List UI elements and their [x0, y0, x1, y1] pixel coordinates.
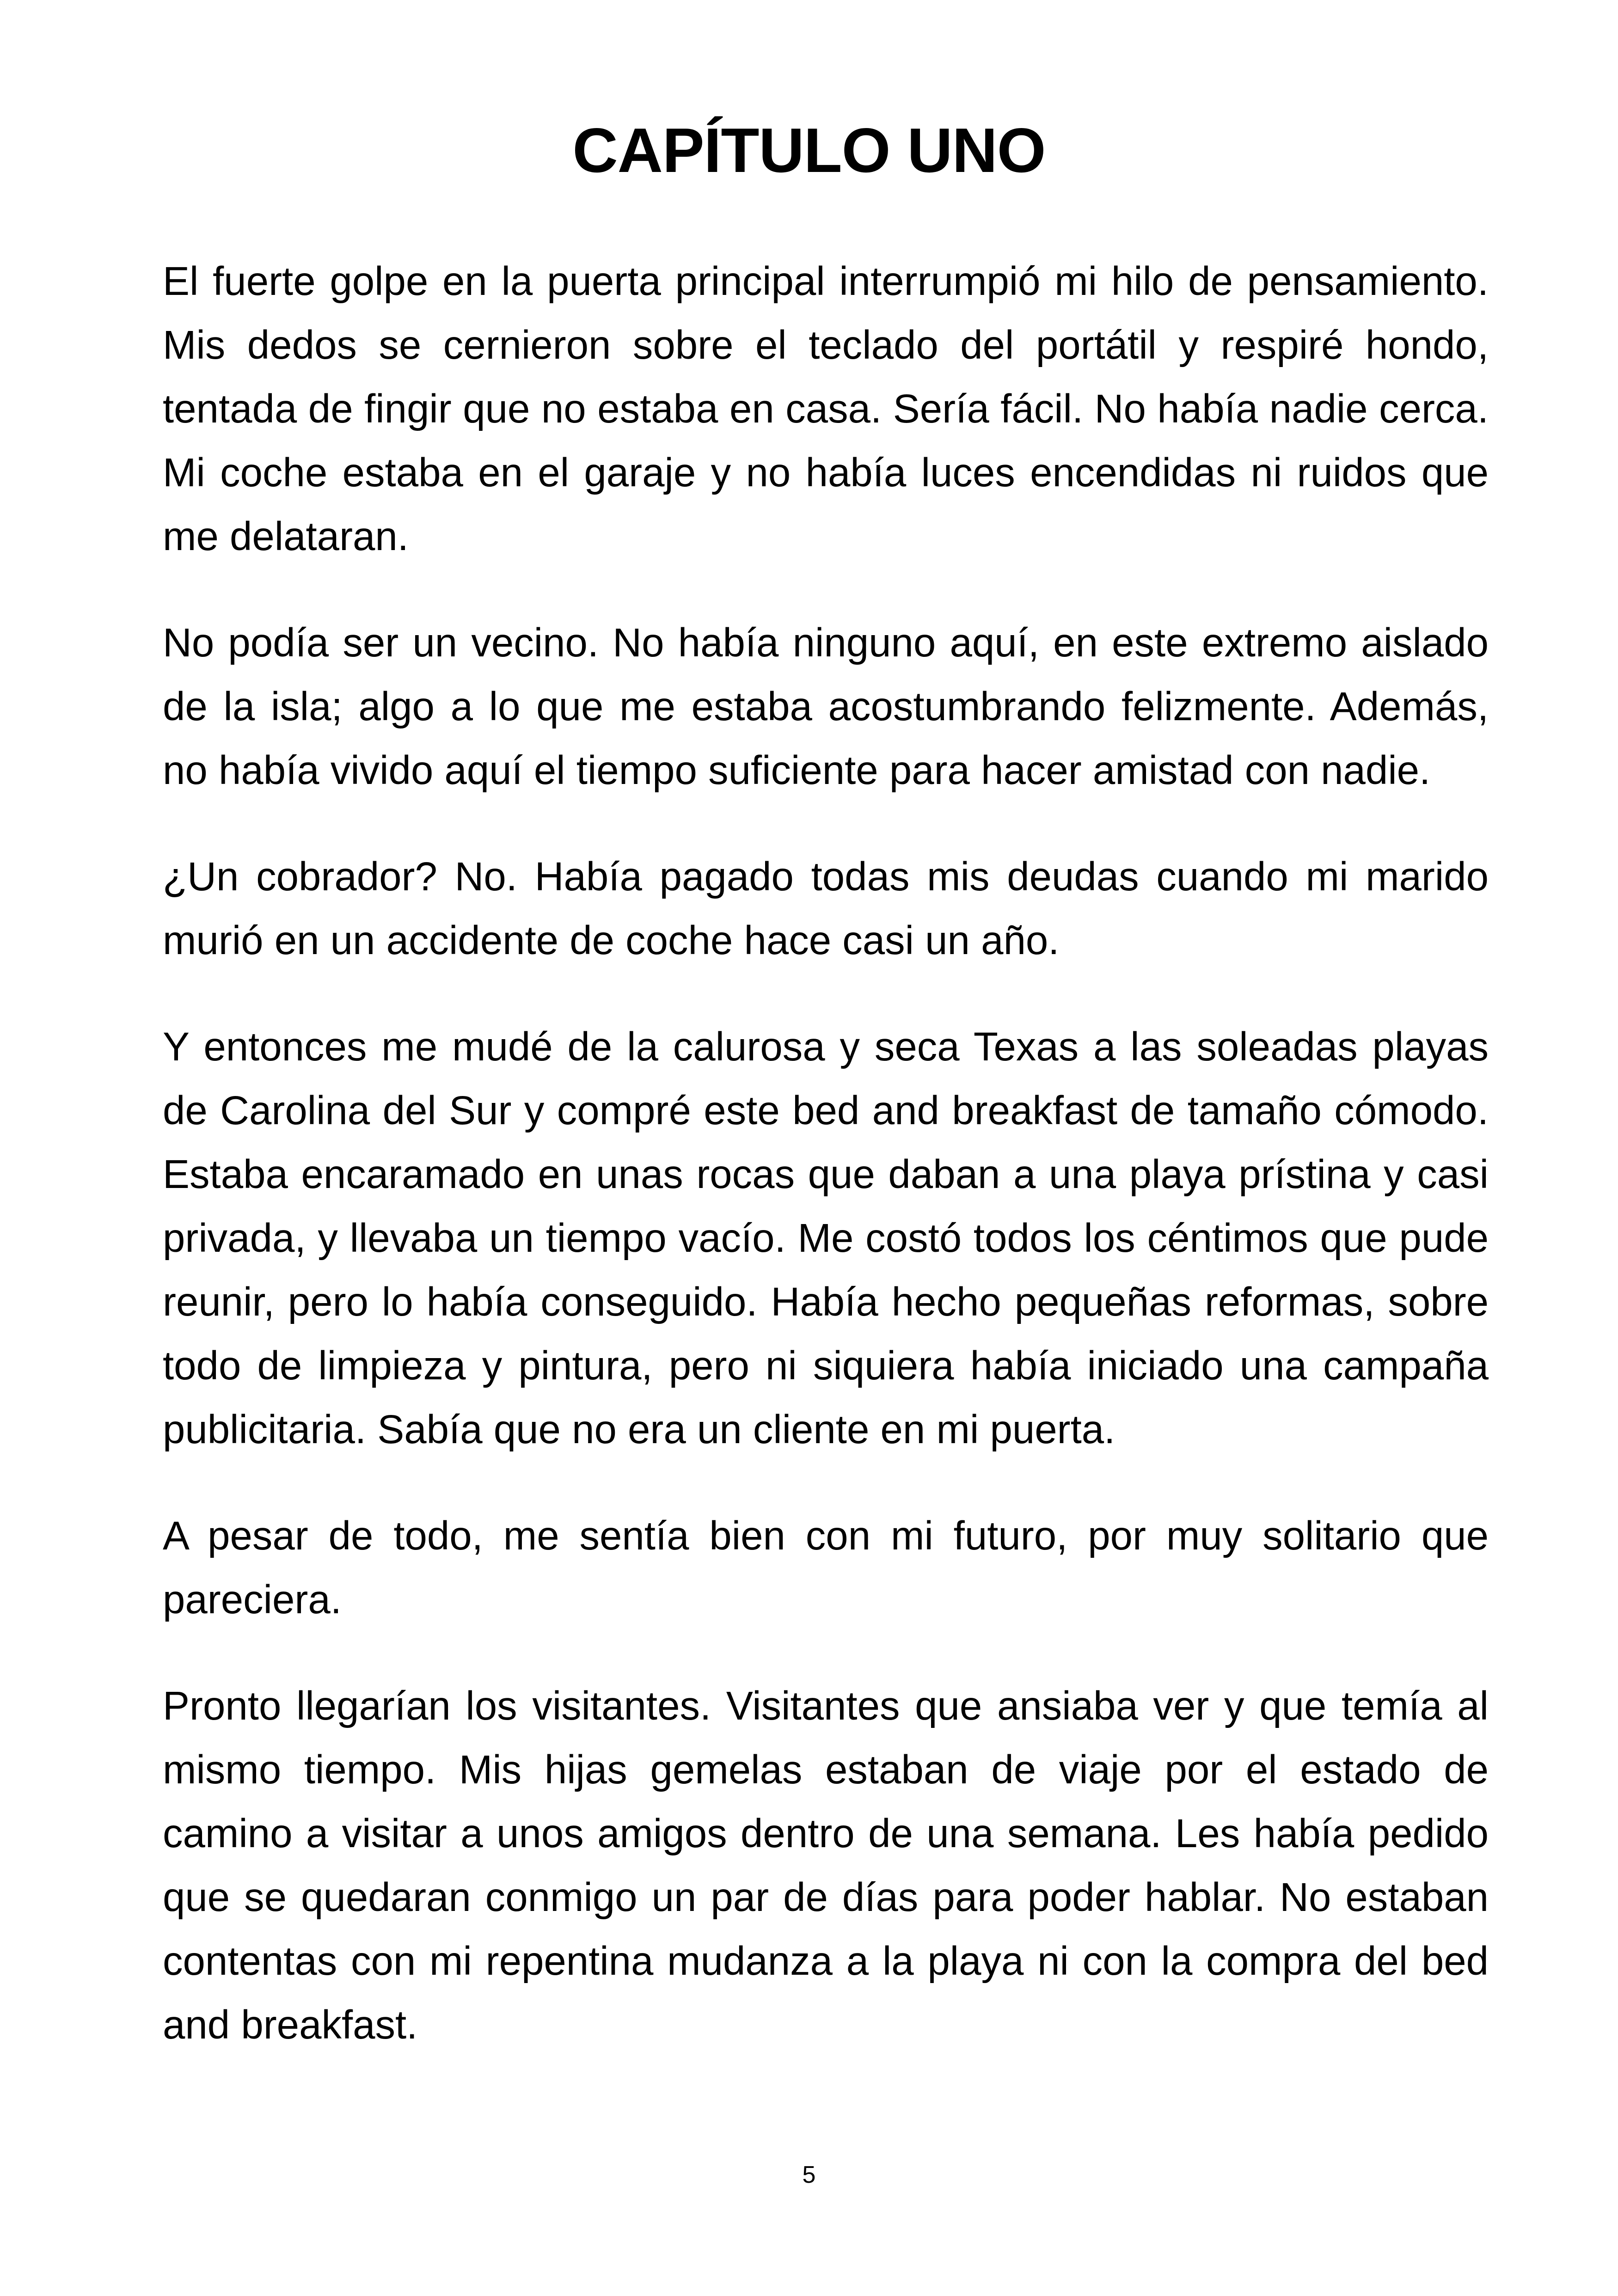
- paragraph: A pesar de todo, me sentía bien con mi futuro, por muy solitario que pareciera.: [163, 1513, 1489, 1622]
- paragraph: No podía ser un vecino. No había ninguno aquí, en este extremo aislado de la isla; algo a lo que me estaba acostumbrando felizmente. Además, no había vivido aquí el tiempo suficiente para hacer amistad con nadie.: [163, 620, 1489, 793]
- paragraph: ¿Un cobrador? No. Había pagado todas mis deudas cuando mi marido murió en un accidente de coche hace casi un año.: [163, 854, 1489, 963]
- page-number: 5: [802, 2161, 816, 2188]
- chapter-body: [163, 250, 1489, 2100]
- paragraph: Pronto llegarían los visitantes. Visitantes que ansiaba ver y que temía al mismo tiempo. Mis hijas gemelas estaban de viaje por el estado de camino a visitar a unos amigos dentro de una semana. Les había pedido que se quedaran conmigo un par de días para poder hablar. No estaban contentas con mi repentina mudanza a la playa ni con la compra del bed and breakfast.: [163, 1684, 1489, 2047]
- paragraph: Y entonces me mudé de la calurosa y seca Texas a las soleadas playas de Carolina del Sur y compré este bed and breakfast de tamaño cómodo. Estaba encaramado en unas rocas que daban a una playa prístina y casi privada, y llevaba un tiempo vacío. Me costó todos los céntimos que pude reunir, pero lo había conseguido. Había hecho pequeñas reformas, sobre todo de limpieza y pintura, pero ni siquiera había iniciado una campaña publicitaria. Sabía que no era un cliente en mi puerta.: [163, 1024, 1489, 1452]
- chapter-title: CAPÍTULO UNO: [572, 115, 1046, 185]
- paragraph: El fuerte golpe en la puerta principal interrumpió mi hilo de pensamiento. Mis dedos se cernieron sobre el teclado del portátil y respiré hondo, tentada de fingir que no estaba en casa. Sería fácil. No había nadie cerca. Mi coche estaba en el garaje y no había luces encendidas ni ruidos que me delataran.: [163, 259, 1489, 559]
